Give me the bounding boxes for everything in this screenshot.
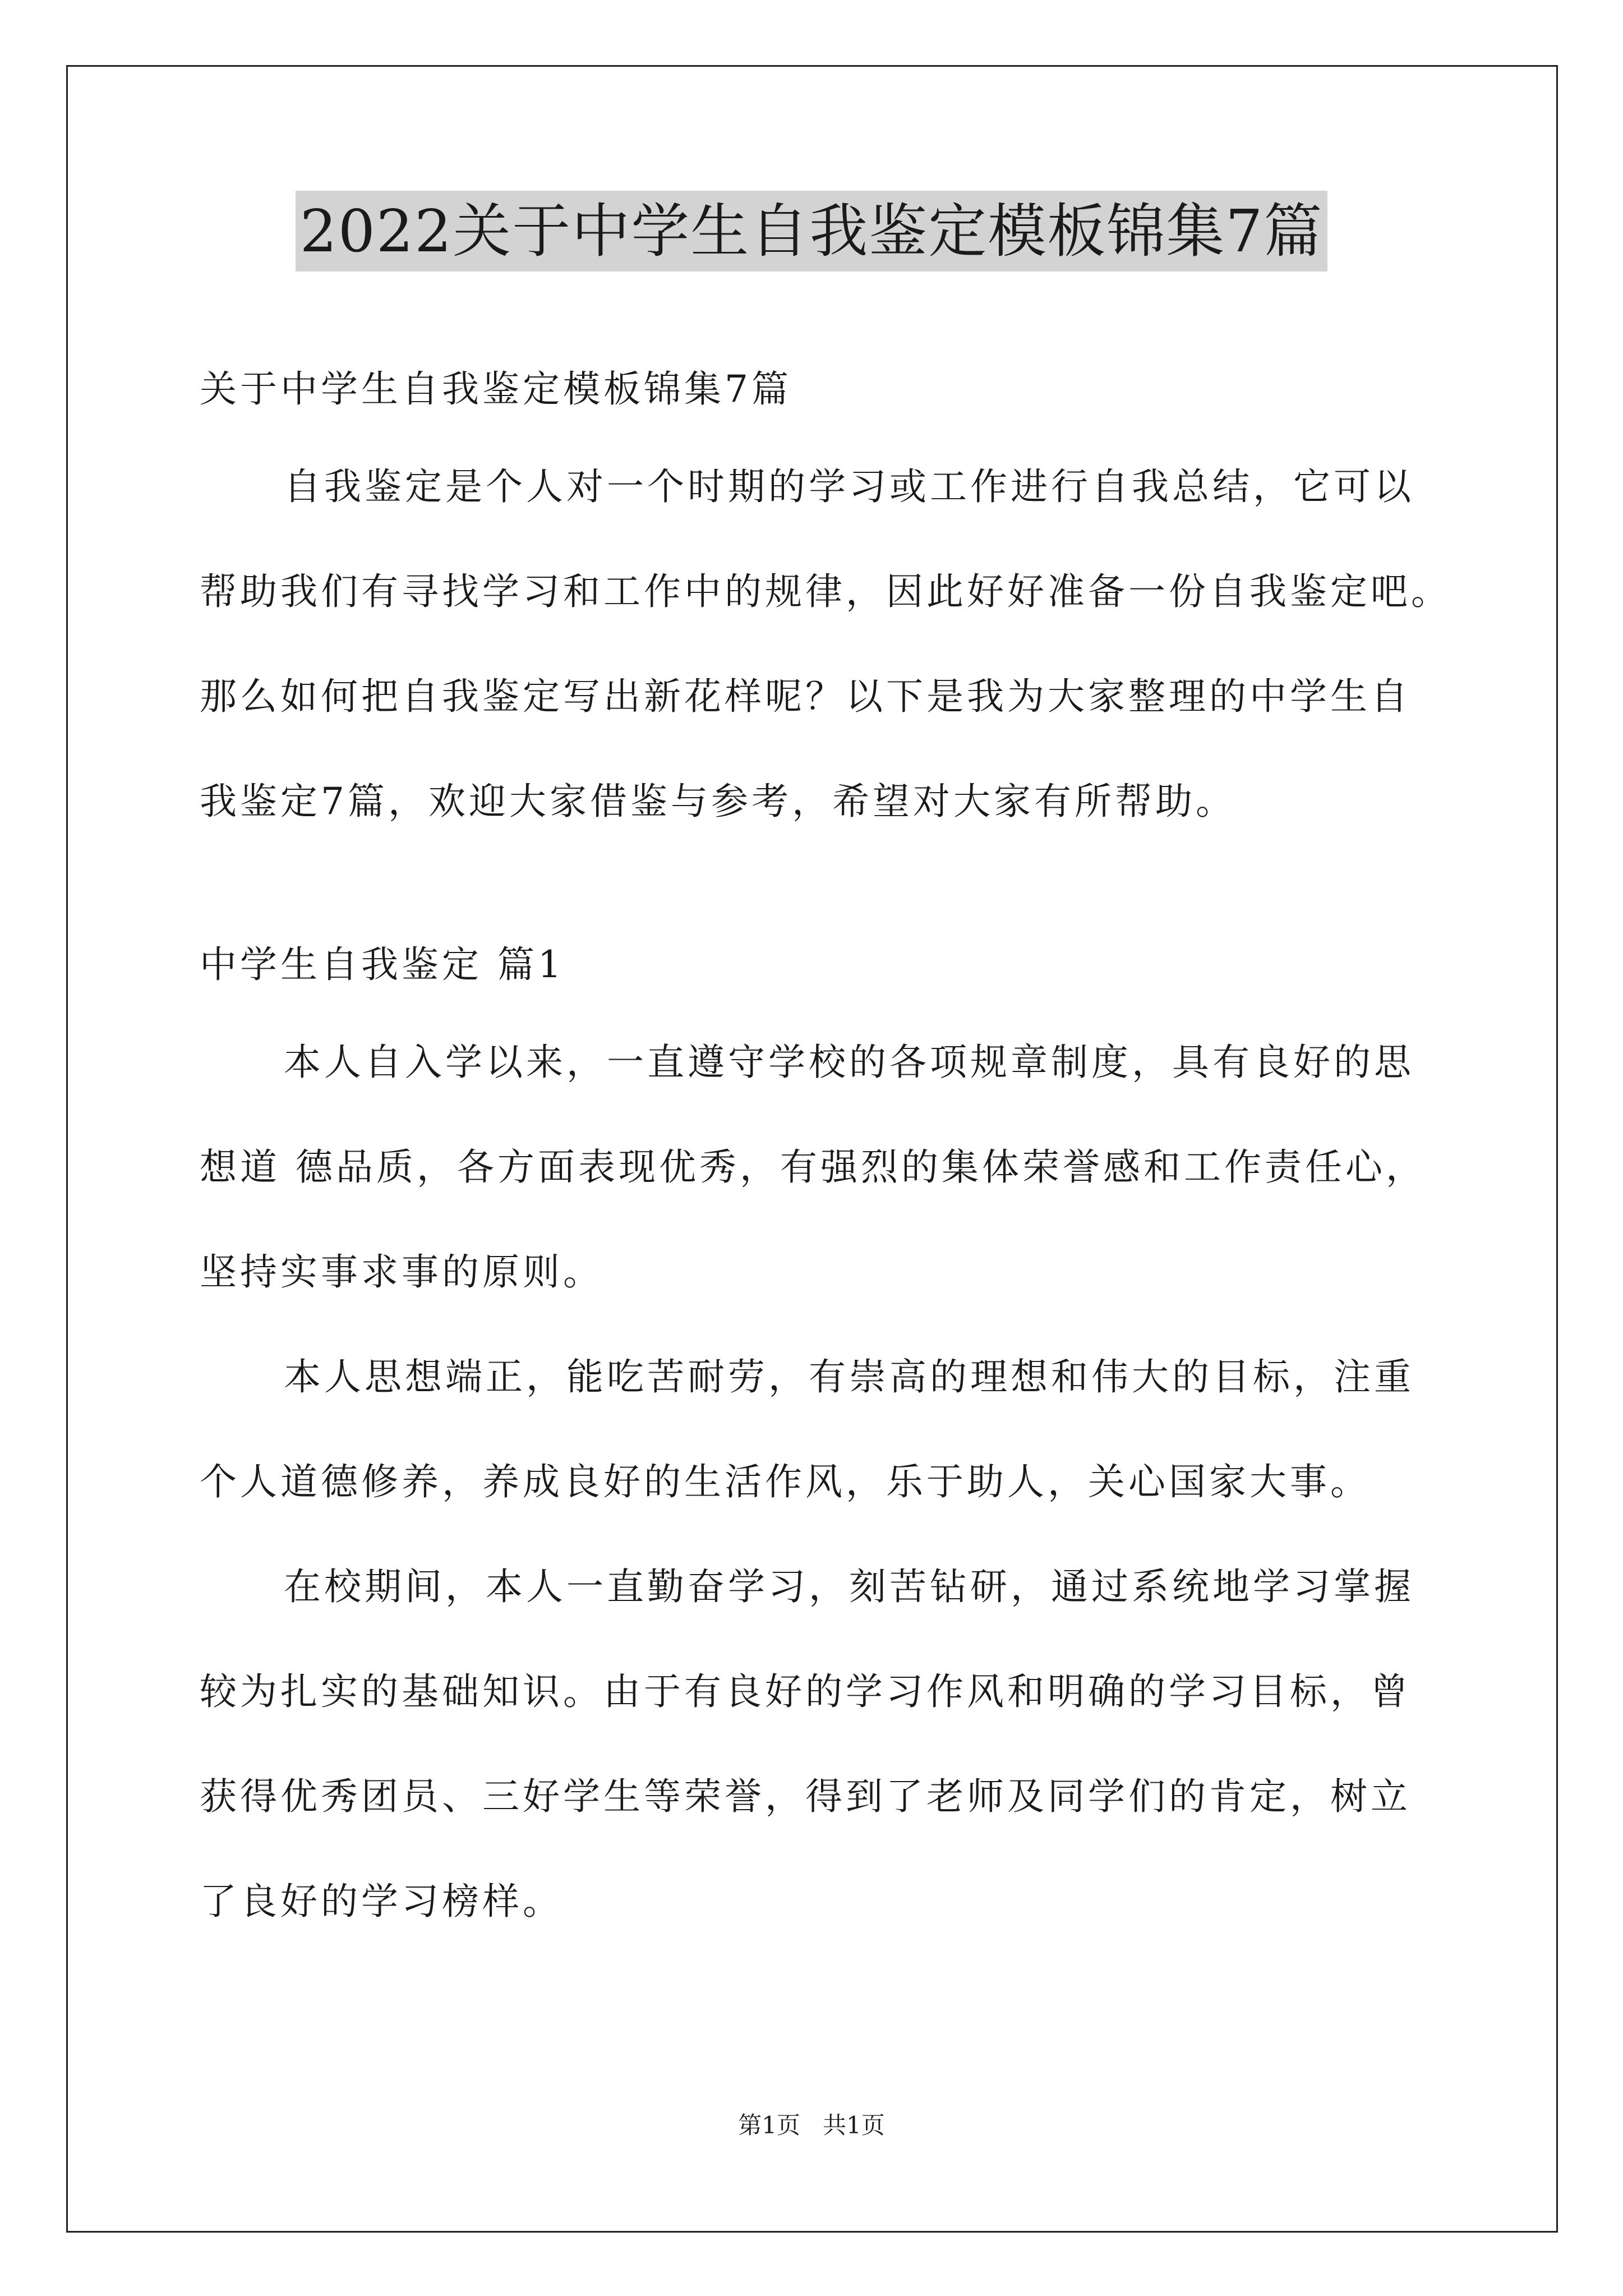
paragraph-2 [200,1349,1478,1559]
paragraph-line: 获得优秀团员、三好学生等荣誉，得到了老师及同学们的肯定，树立 [200,1775,1411,1818]
paragraph-line: 坚持实事求事的原则。 [200,1250,603,1294]
paragraph-line: 个人道德修养，养成良好的生活作风，乐于助人，关心国家大事。 [200,1460,1371,1503]
document-title: 2022关于中学生自我鉴定模板锦集7篇 [296,191,1328,272]
intro-line: 自我鉴定是个人对一个时期的学习或工作进行自我总结，它可以 [284,465,1414,508]
section-heading: 中学生自我鉴定 篇1 [200,943,565,986]
paragraph-line: 在校期间，本人一直勤奋学习，刻苦钻研，通过系统地学习掌握 [284,1565,1414,1608]
page-footer: 第1页 共1页 [738,2111,885,2139]
intro-line: 那么如何把自我鉴定写出新花样呢？以下是我为大家整理的中学生自 [200,675,1411,718]
intro-paragraph [200,459,1478,878]
title-container [0,191,1623,272]
document-subtitle: 关于中学生自我鉴定模板锦集7篇 [200,367,792,411]
paragraph-line: 较为扎实的基础知识。由于有良好的学习作风和明确的学习目标，曾 [200,1670,1411,1713]
paragraph-line: 本人思想端正，能吃苦耐劳，有崇高的理想和伟大的目标，注重 [284,1355,1414,1398]
intro-line: 我鉴定7篇，欢迎大家借鉴与参考，希望对大家有所帮助。 [200,780,1236,823]
paragraph-line: 想道 德品质，各方面表现优秀，有强烈的集体荣誉感和工作责任心， [200,1145,1426,1189]
paragraph-line: 本人自入学以来，一直遵守学校的各项规章制度，具有良好的思 [284,1041,1414,1084]
paragraph-line: 了良好的学习榜样。 [200,1880,563,1923]
paragraph-3 [200,1559,1478,1978]
paragraph-1 [200,1034,1478,1349]
intro-line: 帮助我们有寻找学习和工作中的规律，因此好好准备一份自我鉴定吧。 [200,570,1451,613]
